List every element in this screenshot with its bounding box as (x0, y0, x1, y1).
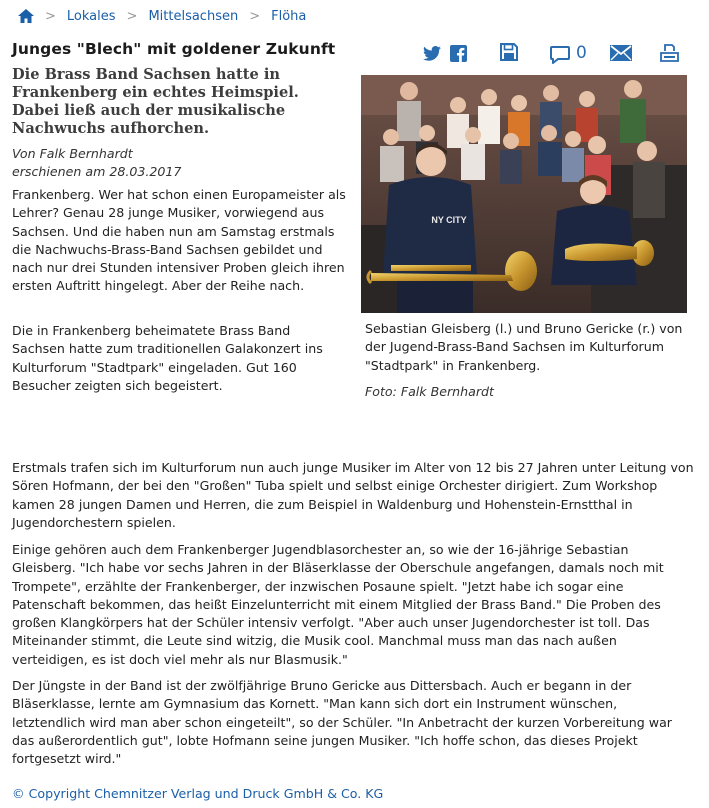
intro-paragraph: Die in Frankenberg beheimatete Brass Band Sachsen hatte zum traditionellen Galakonzert ins Kulturforum "Stadtpark" eingeladen. Gut 160 Besucher zeigten sich begeistert. (12, 323, 323, 393)
article-photo[interactable] (361, 75, 687, 313)
photo-credit: Foto: Falk Bernhardt (365, 384, 494, 399)
breadcrumb-separator: > (249, 8, 261, 24)
body-paragraph: Der Jüngste in der Band ist der zwölfjährige Bruno Gericke aus Dittersbach. Auch er begann in der Bläserklasse, lernte am Gymnasium das Kornett. "Man kann sich dort ein Instrument wünschen, letztendlich wird man aber schon eingeteilt", so der Schüler. "In Anbetracht der kurzen Vorbereitung war das außerordentlich gut", lobte Hofmann seine jungen Musiker. "Ich hoffe schon, das dieses Projekt fortgesetzt wird." (12, 678, 672, 767)
article-byline (12, 145, 181, 181)
body-paragraph: Erstmals trafen sich im Kulturforum nun auch junge Musiker im Alter von 12 bis 27 Jahren unter Leitung von Sören Hofmann, der bei den "Großen" Tuba spielt und selbst einige Orchester dirigiert. Zum Workshop kamen 28 jungen Damen und Herren, die zum Beispiel in Waldenburg und Hohenstein-Ernstthal in Jugendorchestern spielen. (12, 460, 694, 530)
comment-count[interactable]: 0 (576, 43, 587, 63)
facebook-icon[interactable] (450, 45, 467, 62)
print-icon[interactable] (660, 44, 679, 62)
article-date: erschienen am 28.03.2017 (12, 164, 182, 179)
breadcrumb (18, 6, 306, 26)
intro-paragraph: Frankenberg. Wer hat schon einen Europameister als Lehrer? Genau 28 junge Musiker, vorwiegend aus Sachsen. Und die haben nun am Samstag erstmals die Nachwuchs-Brass-Band Sachsen gebildet und nach nur drei Stunden intensiver Proben gleich ihren ersten Auftritt hingelegt. Aber der Reihe nach. (12, 187, 346, 294)
breadcrumb-separator: > (126, 8, 138, 24)
mail-icon[interactable] (610, 45, 632, 61)
breadcrumb-item-lokales[interactable]: Lokales (66, 8, 116, 24)
svg-text:NY CITY: NY CITY (431, 215, 467, 225)
home-icon[interactable] (18, 9, 34, 23)
photo-caption: Sebastian Gleisberg (l.) und Bruno Gericke (r.) von der Jugend-Brass-Band Sachsen im Kulturforum "Stadtpark" in Frankenberg. (365, 321, 683, 373)
body-paragraph: Einige gehören auch dem Frankenberger Jugendblasorchester an, so wie der 16-jährige Sebastian Gleisberg. "Ich habe vor sechs Jahren in der Bläserklasse der Oberschule angefangen, damals noch mit Trompete", erzählte der Frankenberger, der inzwischen Posaune spielt. "Jetzt habe ich sogar eine Patenschaft bekommen, das heißt Einzelunterricht mit einem Mitglied der Brass Band." Die Proben des großen Klangkörpers hat der Schüler intensiv verfolgt. "Aber auch unser Jugendorchester ist toll. Das Miteinander stimmt, die Leute sind witzig, die Musik cool. Manchmal muss man das nach außen verteidigen, es ist doch viel mehr als nur Blasmusik." (12, 542, 664, 667)
save-icon[interactable] (500, 43, 518, 61)
breadcrumb-separator: > (45, 8, 56, 24)
article-teaser: Die Brass Band Sachsen hatte in Frankenberg ein echtes Heimspiel. Dabei ließ auch der musikalische Nachwuchs aufhorchen. (12, 66, 299, 137)
breadcrumb-item-mittelsachsen[interactable]: Mittelsachsen (148, 8, 239, 24)
copyright-link[interactable]: © Copyright Chemnitzer Verlag und Druck GmbH & Co. KG (12, 786, 384, 801)
article-author[interactable]: Von Falk Bernhardt (12, 146, 133, 161)
breadcrumb-item-floeha[interactable]: Flöha (271, 8, 307, 24)
comment-icon[interactable] (550, 46, 570, 64)
article-title: Junges "Blech" mit goldener Zukunft (12, 40, 336, 58)
twitter-icon[interactable] (423, 46, 441, 61)
